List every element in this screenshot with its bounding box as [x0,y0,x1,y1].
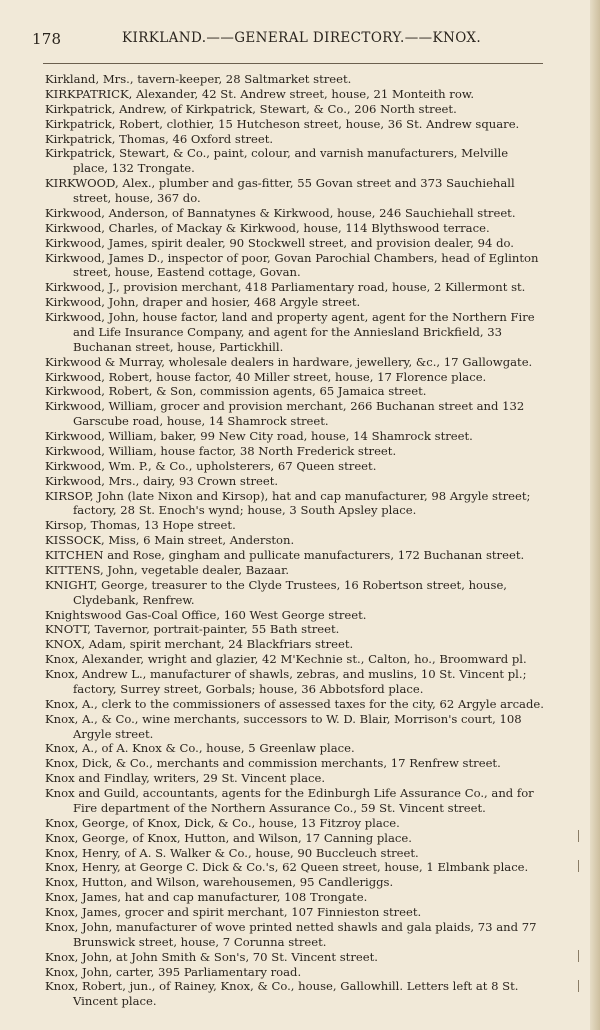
directory-entry: Kirkpatrick, Stewart, & Co., paint, colour, and varnish manufacturers, Melville place, 132 Trongate. [45,146,509,176]
directory-entry: Knightswood Gas-Coal Office, 160 West George street. [45,607,367,622]
directory-entry: Kirkwood & Murray, wholesale dealers in hardware, jewellery, &c., 17 Gallowgate. [45,354,533,369]
directory-entry: Kirkwood, William, grocer and provision merchant, 266 Buchanan street and 132 Garscube road, house, 14 Shamrock street. [45,399,525,429]
directory-entry: Kirsop, Thomas, 13 Hope street. [45,518,236,533]
directory-entry: Kirkwood, James, spirit dealer, 90 Stockwell street, and provision dealer, 94 do. [45,235,514,250]
directory-entry: Knox, Hutton, and Wilson, warehousemen, 95 Candleriggs. [45,875,394,890]
directory-entry: Knox, John, at John Smith & Son's, 70 St. Vincent street. [45,949,378,964]
margin-mark [578,860,579,872]
directory-entry: Knox, Andrew L., manufacturer of shawls, zebras, and muslins, 10 St. Vincent pl.; factory, Surrey street, Gorbals; house, 36 Abbotsford place. [45,667,527,696]
page-number: 178 [32,30,62,48]
directory-entry: Kirkwood, James D., inspector of poor, Govan Parochial Chambers, head of Eglinton street, house, Eastend cottage, Govan. [45,250,539,280]
directory-entry: Kirkwood, J., provision merchant, 418 Parliamentary road, house, 2 Killermont st. [45,280,526,295]
directory-entry: KNOTT, Tavernor, portrait-painter, 55 Bath street. [45,622,340,637]
directory-entry: KITCHEN and Rose, gingham and pullicate manufacturers, 172 Buchanan street. [45,548,525,562]
page-title: KIRKLAND.——GENERAL DIRECTORY.——KNOX. [122,30,482,46]
directory-entry: Kirkwood, Robert, & Son, commission agents, 65 Jamaica street. [45,384,427,399]
running-head [30,30,570,52]
directory-entry: Knox, Dick, & Co., merchants and commission merchants, 17 Renfrew street. [45,756,501,771]
directory-entry: Kirkwood, Anderson, of Bannatynes & Kirkwood, house, 246 Sauchiehall street. [45,205,516,220]
directory-entry: Knox, John, manufacturer of wove printed netted shawls and gala plaids, 73 and 77 Brunswick street, house, 7 Corunna street. [45,919,537,949]
directory-entry: Knox, A., clerk to the commissioners of assessed taxes for the city, 62 Argyle arcade. [45,696,544,711]
directory-entry: Knox, John, carter, 395 Parliamentary road. [45,964,302,979]
directory-entry: Kirkwood, Charles, of Mackay & Kirkwood, house, 114 Blythswood terrace. [45,220,490,235]
directory-entry: Knox, George, of Knox, Dick, & Co., house, 13 Fitzroy place. [45,815,400,830]
directory-entry: KNOX, Adam, spirit merchant, 24 Blackfriars street. [45,637,354,652]
directory-entry: Kirkwood, Wm. P., & Co., upholsterers, 67 Queen street. [45,458,377,473]
directory-entry: Knox and Guild, accountants, agents for the Edinburgh Life Assurance Co., and for Fire department of the Northern Assurance Co., 59 St. Vincent street. [45,786,534,815]
directory-entry: Kirkland, Mrs., tavern-keeper, 28 Saltmarket street. [45,72,352,86]
directory-entry: KNIGHT, George, treasurer to the Clyde Trustees, 16 Robertson street, house, Clydebank, Renfrew. [45,577,507,607]
directory-entry: KIRSOP, John (late Nixon and Kirsop), hat and cap manufacturer, 98 Argyle street; factory, 28 St. Enoch's wynd; house, 3 South Apsley place. [45,488,531,518]
directory-entry: Kirkpatrick, Robert, clothier, 15 Hutcheson street, house, 36 St. Andrew square. [45,116,520,131]
page-edge [590,0,600,1030]
margin-marks [578,820,586,1020]
directory-entry: Knox, George, of Knox, Hutton, and Wilson, 17 Canning place. [45,830,412,845]
directory-entry: KIRKWOOD, Alex., plumber and gas-fitter, 55 Govan street and 373 Sauchiehall street, house, 367 do. [45,176,515,205]
directory-entry: Knox, James, hat and cap manufacturer, 108 Trongate. [45,890,368,905]
directory-entry: Kirkwood, William, house factor, 38 North Frederick street. [45,443,397,458]
margin-mark [578,980,579,992]
margin-mark [578,950,579,962]
directory-entry: Kirkwood, John, draper and hosier, 468 Argyle street. [45,295,361,310]
directory-entry: Knox and Findlay, writers, 29 St. Vincent place. [45,771,326,786]
directory-entry: Knox, Henry, at George C. Dick & Co.'s, 62 Queen street, house, 1 Elmbank place. [45,860,529,875]
directory-entry: KISSOCK, Miss, 6 Main street, Anderston. [45,533,295,548]
directory-entry: Kirkwood, Mrs., dairy, 93 Crown street. [45,473,279,488]
directory-entry: Knox, Robert, jun., of Rainey, Knox, & Co., house, Gallowhill. Letters left at 8 St. Vincent place. [45,979,519,1009]
directory-entry: Knox, A., & Co., wine merchants, successors to W. D. Blair, Morrison's court, 108 Argyle street. [45,711,522,741]
directory-entry: Knox, Alexander, wright and glazier, 42 M'Kechnie st., Calton, ho., Broomward pl. [45,652,527,667]
directory-entry: KIRKPATRICK, Alexander, 42 St. Andrew street, house, 21 Monteith row. [45,86,475,101]
directory-entry: KITTENS, John, vegetable dealer, Bazaar. [45,562,290,577]
directory-entry: Knox, A., of A. Knox & Co., house, 5 Greenlaw place. [45,741,355,756]
directory-entry: Kirkwood, William, baker, 99 New City road, house, 14 Shamrock street. [45,429,473,443]
directory-entry: Kirkpatrick, Andrew, of Kirkpatrick, Stewart, & Co., 206 North street. [45,101,457,116]
directory-entry: Knox, Henry, of A. S. Walker & Co., house, 90 Buccleuch street. [45,845,419,860]
header-rule [43,63,543,64]
margin-mark [578,830,579,842]
directory-entry: Kirkwood, John, house factor, land and property agent, agent for the Northern Fire and Life Insurance Company, and agent for the Anniesland Brickfield, 33 Buchanan street, house, Partickhill. [45,310,535,354]
directory-entry: Knox, James, grocer and spirit merchant, 107 Finnieston street. [45,905,422,919]
directory-entry: Kirkpatrick, Thomas, 46 Oxford street. [45,131,274,146]
directory-entries [45,72,545,1009]
directory-entry: Kirkwood, Robert, house factor, 40 Miller street, house, 17 Florence place. [45,369,487,384]
